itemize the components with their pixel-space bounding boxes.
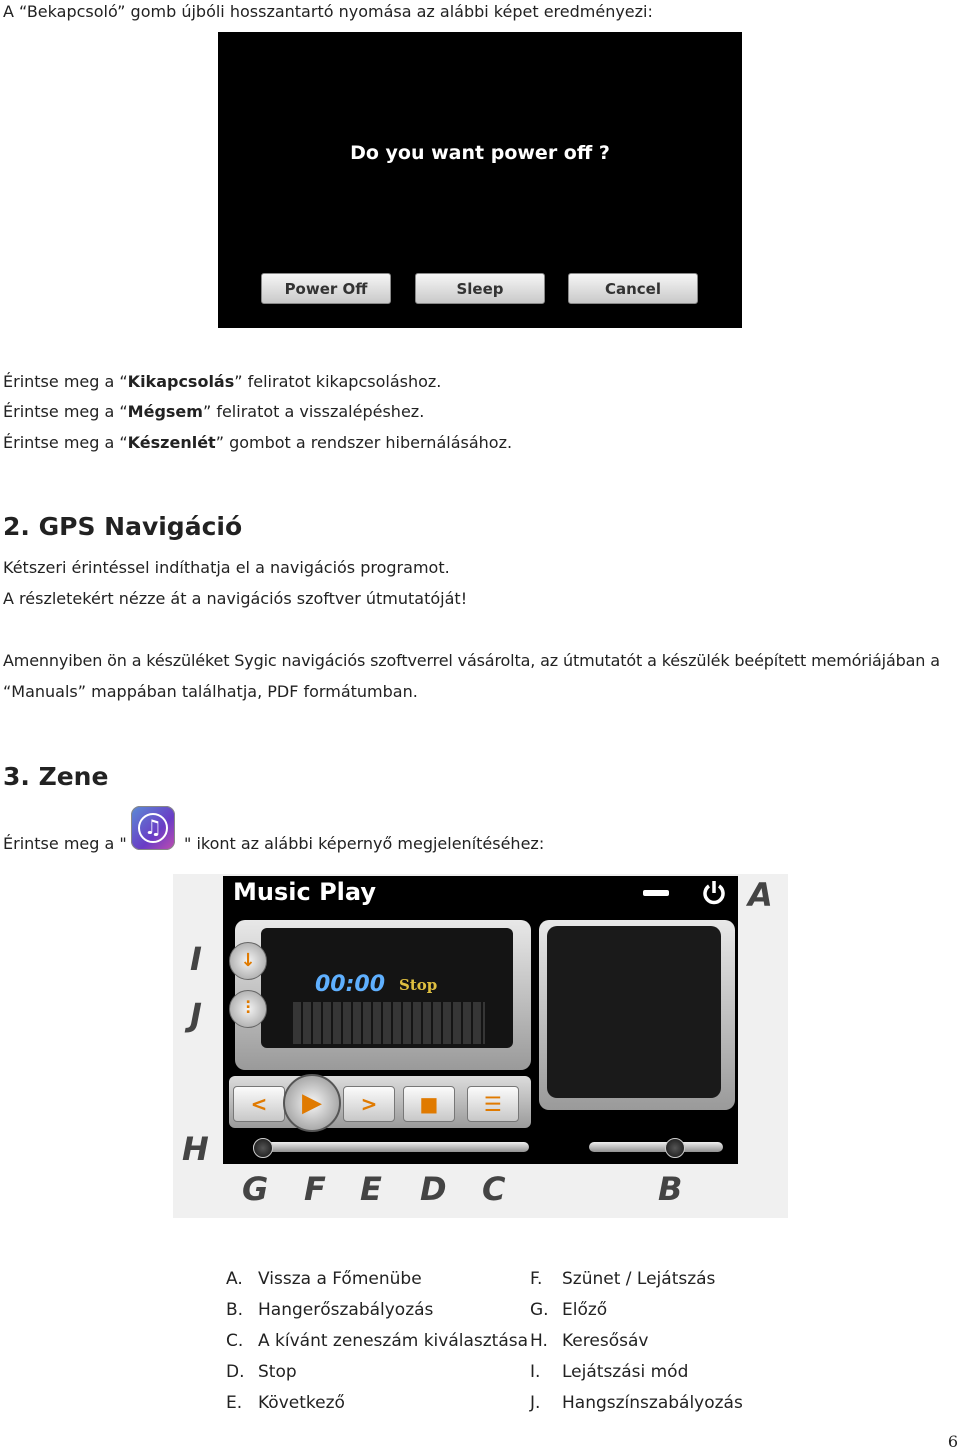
seek-bar[interactable]	[253, 1142, 529, 1152]
legend-key: D.	[226, 1362, 245, 1382]
sleep-button[interactable]: Sleep	[415, 273, 545, 304]
section-heading-music: 3. Zene	[3, 762, 109, 791]
gps-paragraph-2: “Manuals” mappában találhatja, PDF formátumban.	[3, 682, 418, 701]
instruction-bold: Kikapcsolás	[127, 372, 235, 391]
power-off-button[interactable]: Power Off	[261, 273, 391, 304]
instruction-post: ” gombot a rendszer hibernálásához.	[215, 433, 513, 452]
legend-key: I.	[530, 1362, 541, 1382]
cancel-button[interactable]: Cancel	[568, 273, 698, 304]
legend-text: Vissza a Főmenübe	[258, 1269, 422, 1289]
legend-text: A kívánt zeneszám kiválasztása	[258, 1331, 529, 1351]
legend-key: F.	[530, 1269, 543, 1289]
next-button[interactable]: >	[343, 1086, 395, 1122]
intro-text: A “Bekapcsoló” gomb újbóli hosszantartó nyomása az alábbi képet eredményezi:	[3, 2, 653, 21]
legend-item	[226, 1300, 433, 1320]
legend-text: Hangszínszabályozás	[562, 1393, 743, 1413]
legend-item	[530, 1331, 648, 1351]
legend-text: Hangerőszabályozás	[258, 1300, 434, 1320]
legend-key: H.	[530, 1331, 548, 1351]
gps-line-2: A részletekért nézze át a navigációs szoftver útmutatóját!	[3, 589, 468, 608]
music-note-icon	[131, 806, 175, 850]
callout-b: B	[658, 1170, 683, 1208]
page-number: 6	[947, 1432, 958, 1451]
elapsed-time: 00:00	[315, 972, 386, 997]
minimize-icon[interactable]	[643, 890, 669, 896]
legend-key: A.	[226, 1269, 243, 1289]
instruction-post: ” feliratot a visszalépéshez.	[202, 402, 425, 421]
instruction-line	[3, 402, 424, 421]
legend-key: G.	[530, 1300, 549, 1320]
previous-button[interactable]: <	[233, 1086, 285, 1122]
legend-item	[226, 1362, 297, 1382]
playlist-button[interactable]: ☰	[467, 1086, 519, 1122]
volume-bar[interactable]	[589, 1142, 723, 1152]
legend-key: J.	[530, 1393, 541, 1413]
legend-item	[530, 1362, 688, 1382]
instruction-post: ” feliratot kikapcsoláshoz.	[234, 372, 442, 391]
seek-knob[interactable]	[253, 1138, 273, 1158]
instruction-pre: Érintse meg a “	[3, 372, 128, 391]
equalizer-bars	[293, 1002, 485, 1044]
legend-text: Stop	[258, 1362, 297, 1382]
music-player-screen	[223, 876, 738, 1164]
callout-j: J	[190, 996, 202, 1034]
legend-text: Szünet / Lejátszás	[562, 1269, 716, 1289]
legend-item	[530, 1269, 715, 1289]
music-player-title: Music Play	[233, 878, 376, 906]
instruction-pre: Érintse meg a “	[3, 433, 128, 452]
legend-item	[530, 1300, 607, 1320]
callout-f: F	[304, 1170, 326, 1208]
instruction-bold: Készenlét	[127, 433, 216, 452]
section-heading-gps: 2. GPS Navigáció	[3, 512, 243, 541]
callout-g: G	[242, 1170, 269, 1208]
legend-item	[226, 1331, 528, 1351]
power-off-dialog	[218, 32, 742, 328]
power-off-question: Do you want power off ?	[350, 142, 610, 164]
gps-line-1: Kétszeri érintéssel indíthatja el a navigációs programot.	[3, 558, 450, 577]
legend-text: Következő	[258, 1393, 345, 1413]
stop-button[interactable]: ■	[403, 1086, 455, 1122]
touch-post-text: " ikont az alábbi képernyő megjelenítéséhez:	[184, 834, 545, 853]
legend-item	[226, 1269, 422, 1289]
legend-text: Előző	[562, 1300, 608, 1320]
legend-key: C.	[226, 1331, 244, 1351]
playback-status: Stop	[399, 976, 438, 994]
volume-knob[interactable]	[665, 1138, 685, 1158]
touch-pre-text: Érintse meg a "	[3, 834, 127, 853]
equalizer-button[interactable]: ⫶	[229, 990, 267, 1028]
music-icon-glyph: ♫	[144, 815, 162, 839]
play-mode-button[interactable]: ↓	[229, 942, 267, 980]
callout-a: A	[748, 876, 773, 914]
callout-h: H	[182, 1130, 209, 1168]
callout-i: I	[190, 940, 202, 978]
gps-paragraph-1: Amennyiben ön a készüléket Sygic navigációs szoftverrel vásárolta, az útmutatót a készülék beépített memóriájában a	[3, 651, 940, 670]
album-panel	[547, 926, 721, 1098]
instruction-pre: Érintse meg a “	[3, 402, 128, 421]
power-icon[interactable]	[701, 880, 727, 906]
legend-key: E.	[226, 1393, 243, 1413]
callout-e: E	[360, 1170, 382, 1208]
play-pause-button[interactable]: ▶	[283, 1074, 341, 1132]
instruction-line	[3, 372, 441, 391]
callout-c: C	[482, 1170, 506, 1208]
callout-d: D	[420, 1170, 447, 1208]
legend-text: Lejátszási mód	[562, 1362, 689, 1382]
legend-item	[530, 1393, 743, 1413]
legend-item	[226, 1393, 345, 1413]
legend-key: B.	[226, 1300, 244, 1320]
instruction-line	[3, 433, 512, 452]
legend-text: Keresősáv	[562, 1331, 649, 1351]
instruction-bold: Mégsem	[127, 402, 203, 421]
